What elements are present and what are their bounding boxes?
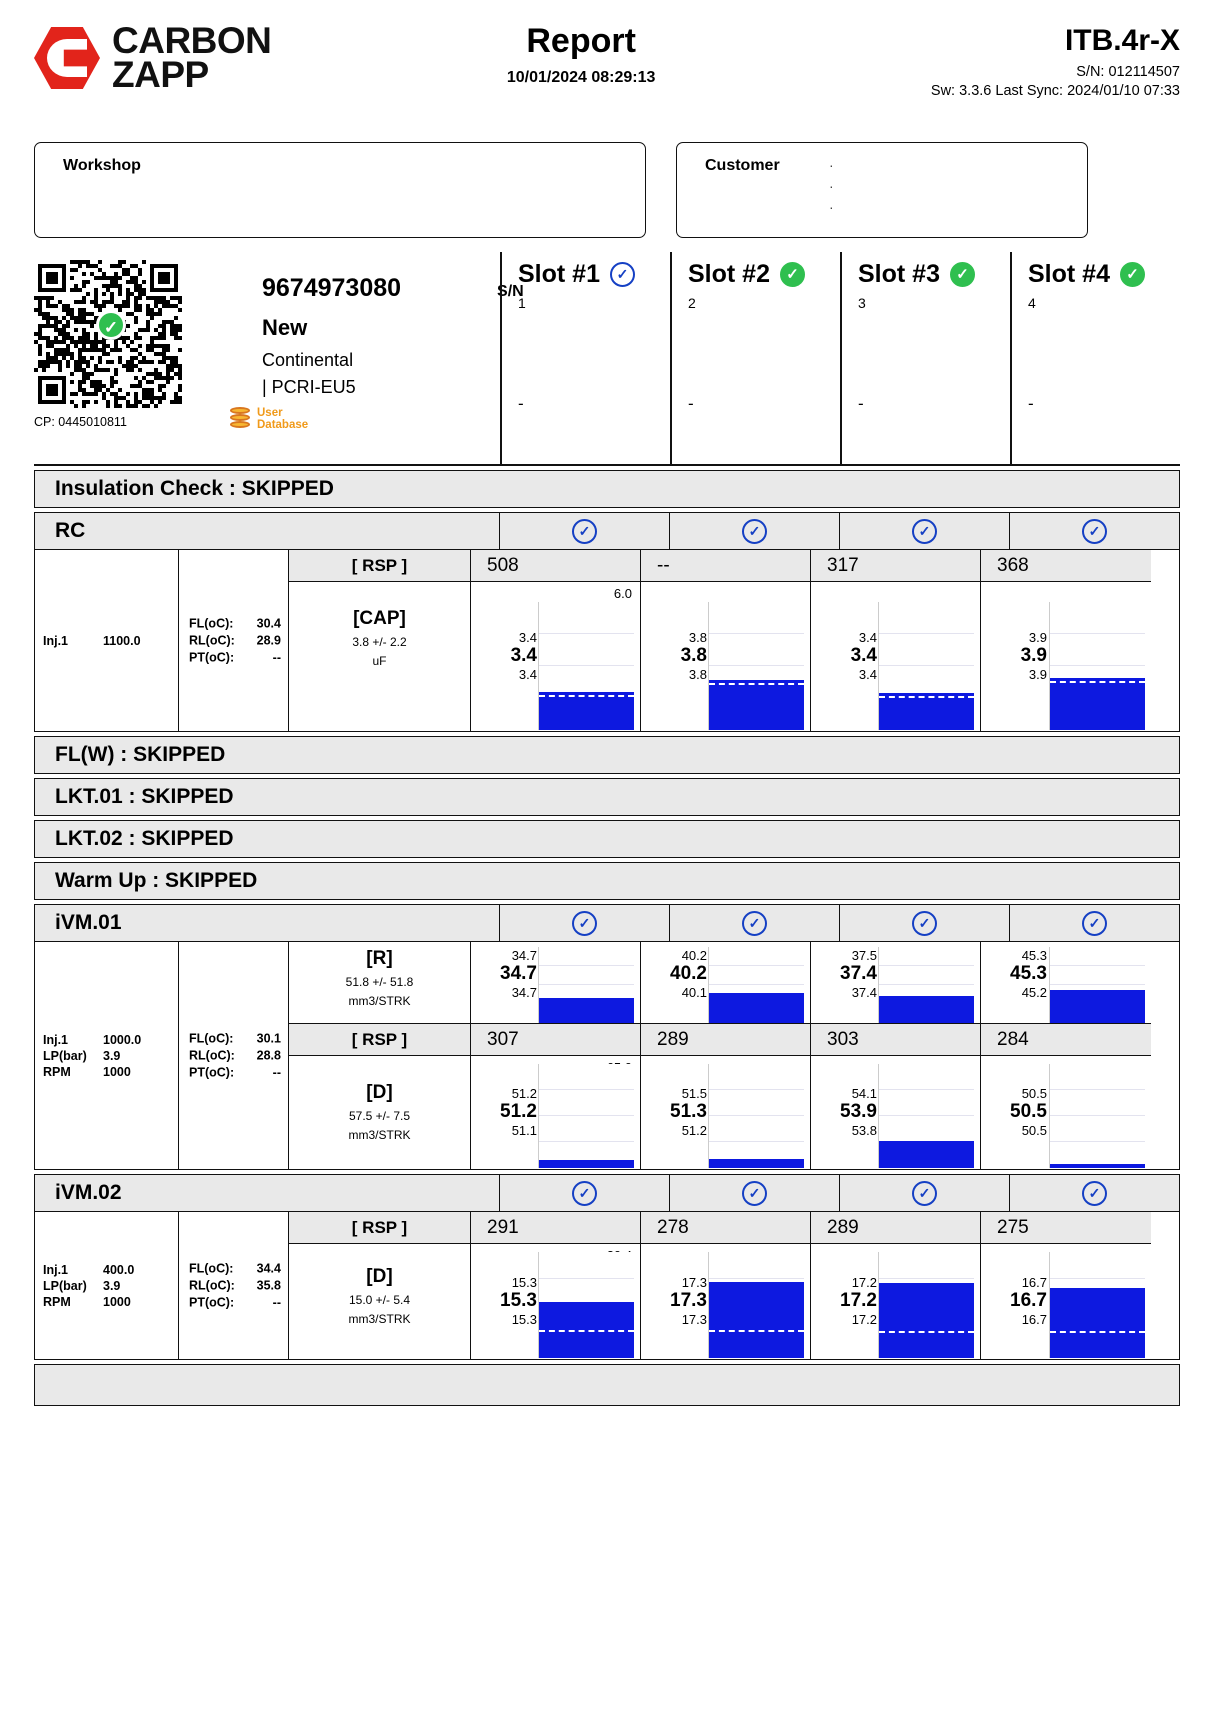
rc-rl-label: RL(oC):	[189, 633, 235, 647]
slot-3-value: -	[858, 394, 864, 413]
ivm02-low-2: 17.3	[681, 1312, 707, 1327]
rc-graph-1	[471, 582, 640, 730]
part-info	[262, 274, 524, 398]
rc-rsp-3: 317	[811, 550, 980, 582]
section-ivm01-label: iVM.01	[55, 911, 122, 934]
rc-col-4	[981, 550, 1151, 731]
rc-rl-value: 28.9	[256, 633, 281, 647]
section-ivm02	[34, 1174, 1180, 1212]
ivm02-slot-4-status: ✓	[1009, 1175, 1179, 1211]
brand-line-1: CARBON	[112, 20, 272, 61]
rc-main-2: 3.8	[680, 645, 707, 666]
rc-fl-value: 30.4	[256, 616, 281, 630]
rc-inj-label: Inj.1	[43, 633, 69, 648]
ivm02-d-name: [D]	[366, 1266, 393, 1287]
rc-low-1: 3.4	[518, 667, 537, 682]
rc-fl-label: FL(oC):	[189, 616, 234, 630]
ivm01-r-high-1: 34.7	[511, 948, 537, 964]
ivm01-r-main-2: 40.2	[670, 963, 707, 985]
part-make: Continental	[262, 350, 354, 370]
user-database-badge	[230, 407, 308, 431]
ivm02-col-2	[641, 1212, 811, 1359]
ivm02-slot-2-status: ✓	[669, 1175, 839, 1211]
ivm01-d-low-2: 51.2	[681, 1123, 707, 1138]
ivm01-r-main-1: 34.7	[500, 963, 537, 985]
ivm01-col-2	[641, 942, 811, 1169]
rc-slot-3-status: ✓	[839, 513, 1009, 549]
ivm01-rpm-label: RPM	[43, 1064, 71, 1079]
ivm01-r-graph-2	[641, 942, 810, 1024]
slot-2-status-check-icon: ✓	[780, 262, 805, 287]
rc-high-3: 3.4	[858, 630, 877, 645]
ivm01-r-graph-3	[811, 942, 980, 1024]
ivm01-d-plot-4	[1049, 1064, 1145, 1168]
ivm01-r-tol: 51.8 +/- 51.8	[345, 975, 414, 989]
rc-slot-1-status: ✓	[499, 513, 669, 549]
slot-2-number: 2	[688, 295, 696, 311]
rc-inj-params	[35, 550, 179, 731]
ivm01-lp-label: LP(bar)	[43, 1048, 87, 1063]
rc-temperatures	[179, 550, 289, 731]
ivm01-rsp-1: 307	[471, 1024, 640, 1056]
ivm02-temperatures	[179, 1212, 289, 1359]
ivm01-d-tol: 57.5 +/- 7.5	[348, 1109, 411, 1123]
ivm02-col-3	[811, 1212, 981, 1359]
slot-3-label: Slot #3	[858, 260, 940, 288]
rc-slot-2-status: ✓	[669, 513, 839, 549]
qr-status-check-icon: ✓	[96, 310, 126, 340]
ivm01-d-low-1: 51.1	[511, 1123, 537, 1138]
rc-col-1	[471, 550, 641, 731]
rc-rsp-header: [ RSP ]	[289, 550, 470, 582]
ivm01-rsp-4: 284	[981, 1024, 1151, 1056]
ivm02-main-2: 17.3	[670, 1290, 707, 1311]
ivm02-rl-value: 35.8	[256, 1278, 281, 1292]
ivm01-r-unit: mm3/STRK	[348, 994, 411, 1008]
ivm01-rl-label: RL(oC):	[189, 1048, 235, 1062]
ivm02-rl-label: RL(oC):	[189, 1278, 235, 1292]
ivm01-d-plot-1	[538, 1064, 634, 1168]
section-lkt01	[34, 778, 1180, 816]
rc-main-3: 3.4	[850, 645, 877, 666]
slot-3-status-check-icon: ✓	[950, 262, 975, 287]
ivm01-d-graph-2	[641, 1056, 810, 1168]
ivm02-d-graph-3	[811, 1244, 980, 1358]
ivm02-legend	[289, 1212, 471, 1359]
ivm01-d-plot-2	[708, 1064, 804, 1168]
slot-3-number: 3	[858, 295, 866, 311]
ivm01-slot-3-status: ✓	[839, 905, 1009, 941]
cp-code: CP: 0445010811	[34, 415, 127, 429]
ivm02-d-plot-3	[878, 1252, 974, 1358]
ivm01-r-low-2: 40.1	[681, 985, 707, 1001]
ivm01-fl-label: FL(oC):	[189, 1031, 234, 1045]
ivm02-high-2: 17.3	[681, 1275, 707, 1290]
rc-high-2: 3.8	[688, 630, 707, 645]
ivm01-d-high-3: 54.1	[851, 1086, 877, 1101]
ivm01-r-high-2: 40.2	[681, 948, 707, 964]
ivm01-slot-4-status: ✓	[1009, 905, 1179, 941]
identification-row	[34, 252, 1180, 466]
workshop-box	[34, 142, 646, 238]
ivm02-fl-value: 34.4	[256, 1261, 281, 1275]
ivm01-col-3	[811, 942, 981, 1169]
ivm02-inj-params	[35, 1212, 179, 1359]
machine-model: ITB.4r-X	[1064, 24, 1180, 57]
rc-low-2: 3.8	[688, 667, 707, 682]
ivm01-d-graph-3	[811, 1056, 980, 1168]
ivm02-high-4: 16.7	[1021, 1275, 1047, 1290]
ivm01-pt-label: PT(oC):	[189, 1065, 235, 1079]
ivm02-col-1	[471, 1212, 641, 1359]
ivm02-rpm-label: RPM	[43, 1294, 71, 1309]
customer-label: Customer	[705, 157, 780, 174]
workshop-label: Workshop	[63, 157, 141, 174]
rc-pt-value: --	[272, 650, 281, 664]
rc-meas-tol: 3.8 +/- 2.2	[352, 635, 407, 649]
report-header	[34, 18, 1180, 126]
ivm02-d-tol: 15.0 +/- 5.4	[348, 1293, 411, 1307]
machine-software: Sw: 3.3.6 Last Sync: 2024/01/10 07:33	[930, 83, 1180, 99]
ivm02-lp-label: LP(bar)	[43, 1278, 87, 1293]
section-lkt01-label: LKT.01 : SKIPPED	[55, 785, 234, 808]
ivm01-d-unit: mm3/STRK	[348, 1128, 411, 1142]
ivm02-slot-columns	[471, 1212, 1179, 1359]
ivm02-rsp-4: 275	[981, 1212, 1151, 1244]
ivm01-slot-1-status: ✓	[499, 905, 669, 941]
report-datetime: 10/01/2024 08:29:13	[506, 69, 656, 86]
rc-slot-columns	[471, 550, 1179, 731]
slot-4-value: -	[1028, 394, 1034, 413]
ivm02-rpm-value: 1000	[103, 1294, 131, 1309]
footer-bar	[34, 1364, 1180, 1406]
ivm01-fl-value: 30.1	[256, 1031, 281, 1045]
rc-plot-1	[538, 602, 634, 730]
ivm02-inj-label: Inj.1	[43, 1262, 69, 1277]
ivm02-fl-label: FL(oC):	[189, 1261, 234, 1275]
ivm01-d-name: [D]	[366, 1082, 393, 1103]
ivm01-r-low-4: 45.2	[1021, 985, 1047, 1001]
ivm01-pt-value: --	[272, 1065, 281, 1079]
ivm02-low-1: 15.3	[511, 1312, 537, 1327]
part-code: | PCRI-EU5	[262, 377, 356, 397]
ivm01-d-low-3: 53.8	[851, 1123, 877, 1138]
rc-low-4: 3.9	[1028, 667, 1047, 682]
ivm02-slot-1-status: ✓	[499, 1175, 669, 1211]
part-condition: New	[262, 315, 308, 340]
slots-row	[500, 252, 1180, 464]
ivm02-main-4: 16.7	[1010, 1290, 1047, 1311]
ivm01-r-high-4: 45.3	[1021, 948, 1047, 964]
rc-high-1: 3.4	[518, 630, 537, 645]
slot-1-value: -	[518, 394, 524, 413]
database-label-line2: Database	[257, 419, 309, 431]
rc-axis-top-1: 6.0	[613, 586, 632, 601]
ivm02-d-unit: mm3/STRK	[348, 1312, 411, 1326]
ivm01-r-low-1: 34.7	[511, 985, 537, 1001]
slot-3[interactable]	[840, 252, 1010, 464]
ivm02-inj-value: 400.0	[103, 1262, 135, 1277]
section-ivm02-label: iVM.02	[55, 1181, 122, 1204]
ivm02-high-3: 17.2	[851, 1275, 877, 1290]
ivm01-col-4	[981, 942, 1151, 1169]
slot-4-status-check-icon: ✓	[1120, 262, 1145, 287]
brand-line-2: ZAPP	[112, 54, 209, 96]
slot-4[interactable]	[1010, 252, 1180, 464]
rc-graph-3	[811, 582, 980, 730]
slot-1-label: Slot #1	[518, 260, 600, 288]
ivm01-inj-params	[35, 942, 179, 1169]
rc-measurement-block	[34, 550, 1180, 732]
rc-meas-name: [CAP]	[353, 608, 406, 629]
ivm02-col-4	[981, 1212, 1151, 1359]
section-warmup-label: Warm Up : SKIPPED	[55, 869, 258, 892]
ivm01-r-high-3: 37.5	[851, 948, 877, 964]
ivm01-r-plot-2	[708, 947, 804, 1023]
slot-1-status-check-icon: ✓	[610, 262, 635, 287]
ivm02-d-plot-4	[1049, 1252, 1145, 1358]
ivm01-d-main-2: 51.3	[670, 1101, 707, 1122]
ivm01-lp-value: 3.9	[103, 1048, 121, 1063]
ivm02-d-plot-2	[708, 1252, 804, 1358]
slot-2-label: Slot #2	[688, 260, 770, 288]
ivm01-inj-label: Inj.1	[43, 1032, 69, 1047]
section-lkt02-label: LKT.02 : SKIPPED	[55, 827, 234, 850]
customer-values: · · ·	[829, 157, 834, 215]
rc-col-3	[811, 550, 981, 731]
ivm01-d-main-4: 50.5	[1010, 1101, 1047, 1122]
section-flw-label: FL(W) : SKIPPED	[55, 743, 226, 766]
section-insulation-label: Insulation Check : SKIPPED	[55, 477, 334, 500]
ivm02-low-3: 17.2	[851, 1312, 877, 1327]
workshop-customer-row	[34, 142, 1180, 238]
slot-1-number: 1	[518, 295, 526, 311]
ivm02-pt-label: PT(oC):	[189, 1295, 235, 1309]
ivm02-d-graph-4	[981, 1244, 1151, 1358]
ivm02-pt-value: --	[272, 1295, 281, 1309]
part-identification	[34, 252, 524, 464]
section-ivm01	[34, 904, 1180, 942]
ivm01-r-plot-1	[538, 947, 634, 1023]
ivm01-d-low-4: 50.5	[1021, 1123, 1047, 1138]
page-title: Report	[526, 22, 636, 60]
slot-4-label: Slot #4	[1028, 260, 1110, 288]
ivm02-main-3: 17.2	[840, 1290, 877, 1311]
customer-box	[676, 142, 1088, 238]
rc-meas-unit: uF	[372, 654, 387, 668]
sn-label: S/N	[497, 283, 524, 300]
slot-2-value: -	[688, 394, 694, 413]
database-icon	[230, 407, 252, 431]
brand-wordmark	[112, 20, 272, 96]
ivm01-d-graph-4	[981, 1056, 1151, 1168]
ivm02-d-graph-2	[641, 1244, 810, 1358]
section-flw	[34, 736, 1180, 774]
rc-graph-2	[641, 582, 810, 730]
ivm01-rsp-header: [ RSP ]	[289, 1024, 470, 1056]
ivm01-rl-value: 28.8	[256, 1048, 281, 1062]
section-rc	[34, 512, 1180, 550]
rc-graph-4	[981, 582, 1151, 730]
rc-measurement-legend	[289, 550, 471, 731]
rc-inj-value: 1100.0	[103, 633, 141, 648]
ivm01-r-main-3: 37.4	[840, 963, 877, 985]
ivm01-r-name: [R]	[366, 948, 393, 969]
rc-plot-3	[878, 602, 974, 730]
ivm01-r-plot-3	[878, 947, 974, 1023]
slot-1[interactable]	[500, 252, 670, 464]
ivm02-rsp-3: 289	[811, 1212, 980, 1244]
section-rc-label: RC	[55, 519, 86, 542]
brand-logo	[34, 18, 272, 96]
rc-rsp-2: --	[641, 550, 810, 582]
ivm01-rsp-2: 289	[641, 1024, 810, 1056]
slot-4-number: 4	[1028, 295, 1036, 311]
ivm02-d-plot-1	[538, 1252, 634, 1358]
ivm02-lp-value: 3.9	[103, 1278, 121, 1293]
ivm01-r-graph-1	[471, 942, 640, 1024]
ivm02-high-1: 15.3	[511, 1275, 537, 1290]
rc-rsp-1: 508	[471, 550, 640, 582]
ivm02-slot-3-status: ✓	[839, 1175, 1009, 1211]
ivm01-d-graph-1	[471, 1056, 640, 1168]
part-number: 9674973080	[262, 274, 402, 302]
ivm02-main-1: 15.3	[500, 1290, 537, 1311]
machine-serial: S/N: 012114507	[1076, 64, 1180, 80]
database-label	[257, 407, 308, 431]
ivm01-slot-columns	[471, 942, 1179, 1169]
rc-low-3: 3.4	[858, 667, 877, 682]
ivm01-d-high-1: 51.2	[511, 1086, 537, 1101]
rc-plot-2	[708, 602, 804, 730]
ivm01-measurement-block	[34, 942, 1180, 1170]
rc-col-2	[641, 550, 811, 731]
rc-high-4: 3.9	[1028, 630, 1047, 645]
ivm02-d-graph-1	[471, 1244, 640, 1358]
ivm01-r-plot-4	[1049, 947, 1145, 1023]
ivm01-d-main-1: 51.2	[500, 1101, 537, 1122]
rc-plot-4	[1049, 602, 1145, 730]
machine-info	[931, 18, 1180, 99]
rc-main-1: 3.4	[510, 645, 537, 666]
ivm01-temperatures	[179, 942, 289, 1169]
rc-main-4: 3.9	[1020, 645, 1047, 666]
ivm02-measurement-block	[34, 1212, 1180, 1360]
database-label-line1: User	[257, 407, 283, 419]
section-warmup	[34, 862, 1180, 900]
ivm01-rpm-value: 1000	[103, 1064, 131, 1079]
ivm01-d-high-2: 51.5	[681, 1086, 707, 1101]
ivm01-d-high-4: 50.5	[1021, 1086, 1047, 1101]
ivm01-d-main-3: 53.9	[840, 1101, 877, 1122]
section-insulation-check	[34, 470, 1180, 508]
ivm01-d-plot-3	[878, 1064, 974, 1168]
ivm01-rsp-3: 303	[811, 1024, 980, 1056]
ivm01-inj-value: 1000.0	[103, 1032, 142, 1047]
rc-pt-label: PT(oC):	[189, 650, 235, 664]
ivm01-r-graph-4	[981, 942, 1151, 1024]
rc-slot-4-status: ✓	[1009, 513, 1179, 549]
ivm01-legend	[289, 942, 471, 1169]
report-title-block	[507, 18, 656, 87]
slot-2[interactable]	[670, 252, 840, 464]
ivm01-r-low-3: 37.4	[851, 985, 877, 1001]
ivm02-low-4: 16.7	[1021, 1312, 1047, 1327]
ivm02-rsp-header: [ RSP ]	[289, 1212, 470, 1244]
ivm01-slot-2-status: ✓	[669, 905, 839, 941]
ivm02-rsp-1: 291	[471, 1212, 640, 1244]
ivm01-r-main-4: 45.3	[1010, 963, 1047, 985]
carbon-zapp-hexagon-icon	[34, 27, 100, 89]
section-lkt02	[34, 820, 1180, 858]
rc-rsp-4: 368	[981, 550, 1151, 582]
ivm01-col-1	[471, 942, 641, 1169]
ivm02-rsp-2: 278	[641, 1212, 810, 1244]
